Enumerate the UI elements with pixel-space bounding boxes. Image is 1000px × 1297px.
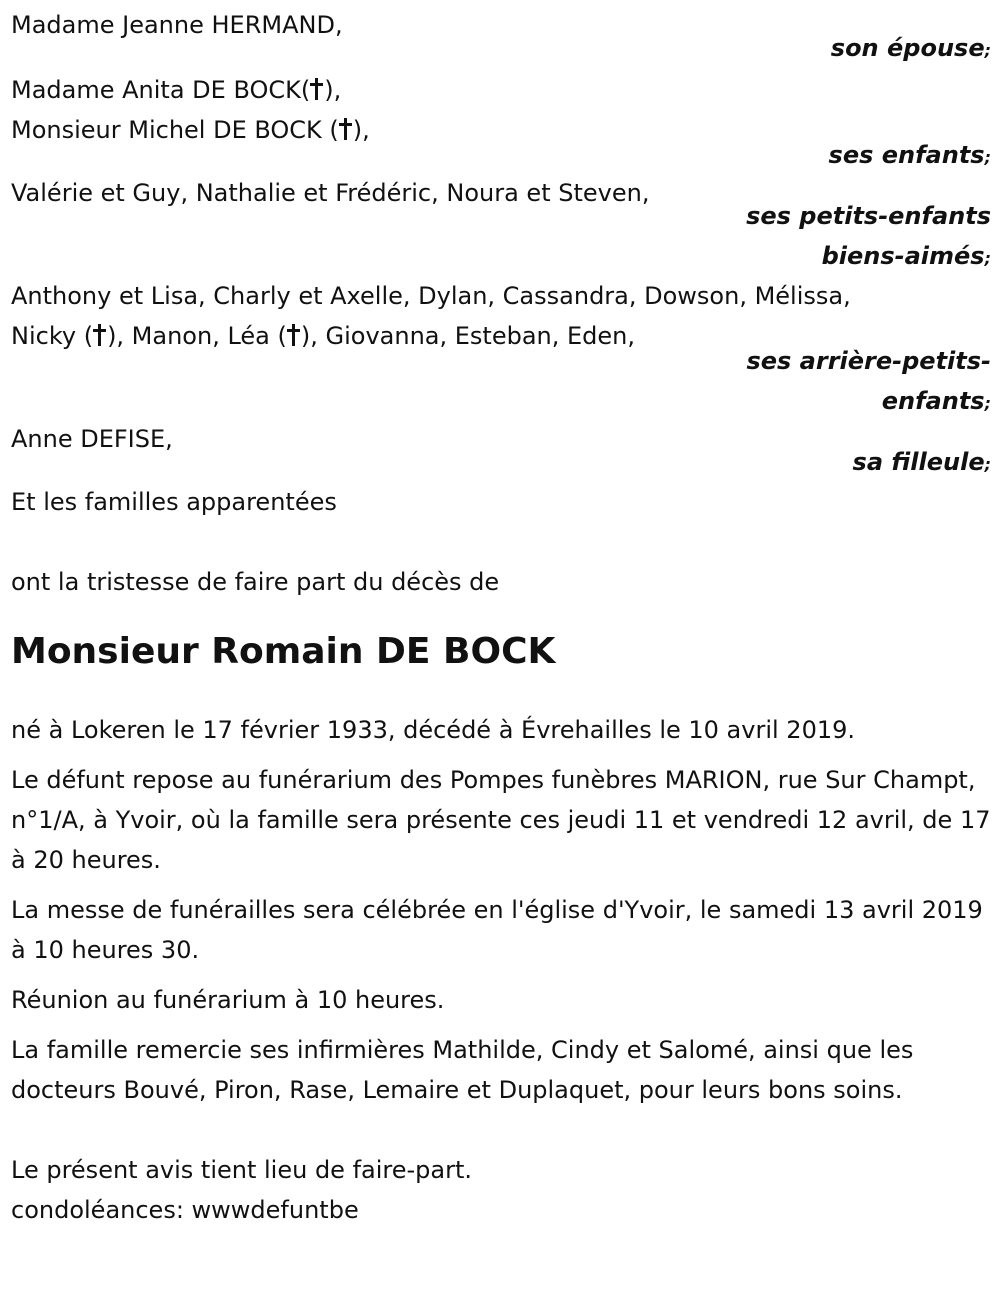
- child-anita: [11, 70, 991, 110]
- birth-death-paragraph: né à Lokeren le 17 février 1933, décédé à Évrehailles le 10 avril 2019.: [11, 716, 856, 744]
- spouse-role-text: son épouse: [830, 34, 985, 62]
- grandchildren-role-1: ses petits-enfants: [746, 202, 991, 230]
- deceased-name: Monsieur Romain DE BOCK: [11, 631, 556, 672]
- cross-icon: [287, 324, 301, 346]
- child-anita-close: ),: [324, 76, 342, 104]
- announcement: ont la tristesse de faire part du décès de: [11, 568, 500, 596]
- obituary-notice: [11, 0, 991, 1230]
- cross-icon: [93, 324, 107, 346]
- gg-role-2-text: enfants: [881, 387, 985, 415]
- spouse-name: Madame Jeanne HERMAND,: [11, 11, 343, 39]
- great-grandchildren-line-1: Anthony et Lisa, Charly et Axelle, Dylan, Cassandra, Dowson, Mélissa,: [11, 282, 851, 310]
- related-families: Et les familles apparentées: [11, 488, 337, 516]
- goddaughter-role-text: sa filleule: [852, 448, 985, 476]
- gg-part-a: Nicky (: [11, 322, 94, 350]
- meeting-paragraph: Réunion au funérarium à 10 heures.: [11, 986, 445, 1014]
- gg-part-b: ), Manon, Léa (: [107, 322, 287, 350]
- semicolon: ;: [984, 41, 991, 60]
- cross-icon: [339, 118, 353, 140]
- goddaughter-name: Anne DEFISE,: [11, 425, 173, 453]
- thanks-paragraph: La famille remercie ses infirmières Mathilde, Cindy et Salomé, ainsi que les docteurs Bouvé, Piron, Rase, Lemaire et Duplaquet, pour leurs bons soins.: [11, 1036, 914, 1104]
- semicolon: ;: [984, 249, 991, 268]
- repose-paragraph: Le défunt repose au funérarium des Pompes funèbres MARION, rue Sur Champt, n°1/A, à Yvoir, où la famille sera présente ces jeudi 11 et vendredi 12 avril, de 17 à 20 heures.: [11, 766, 991, 874]
- grandchildren-role-2: [11, 236, 991, 276]
- great-grandchildren-role-1: ses arrière-petits-: [746, 347, 991, 375]
- child-michel-close: ),: [352, 116, 370, 144]
- gg-part-c: ), Giovanna, Esteban, Eden,: [300, 322, 635, 350]
- child-michel-name: Monsieur Michel DE BOCK (: [11, 116, 339, 144]
- child-anita-name: Madame Anita DE BOCK(: [11, 76, 311, 104]
- semicolon: ;: [984, 394, 991, 413]
- grandchildren-names: Valérie et Guy, Nathalie et Frédéric, Noura et Steven,: [11, 179, 650, 207]
- semicolon: ;: [984, 455, 991, 474]
- great-grandchildren-role-2: [11, 381, 991, 421]
- children-role-text: ses enfants: [828, 141, 985, 169]
- grandchildren-role-2-text: biens-aimés: [821, 242, 985, 270]
- mass-paragraph: La messe de funérailles sera célébrée en l'église d'Yvoir, le samedi 13 avril 2019 à 10 heures 30.: [11, 896, 983, 964]
- cross-icon: [310, 78, 324, 100]
- notice-statement: Le présent avis tient lieu de faire-part.: [11, 1156, 473, 1184]
- semicolon: ;: [984, 148, 991, 167]
- condolences-line: condoléances: wwwdefuntbe: [11, 1196, 359, 1224]
